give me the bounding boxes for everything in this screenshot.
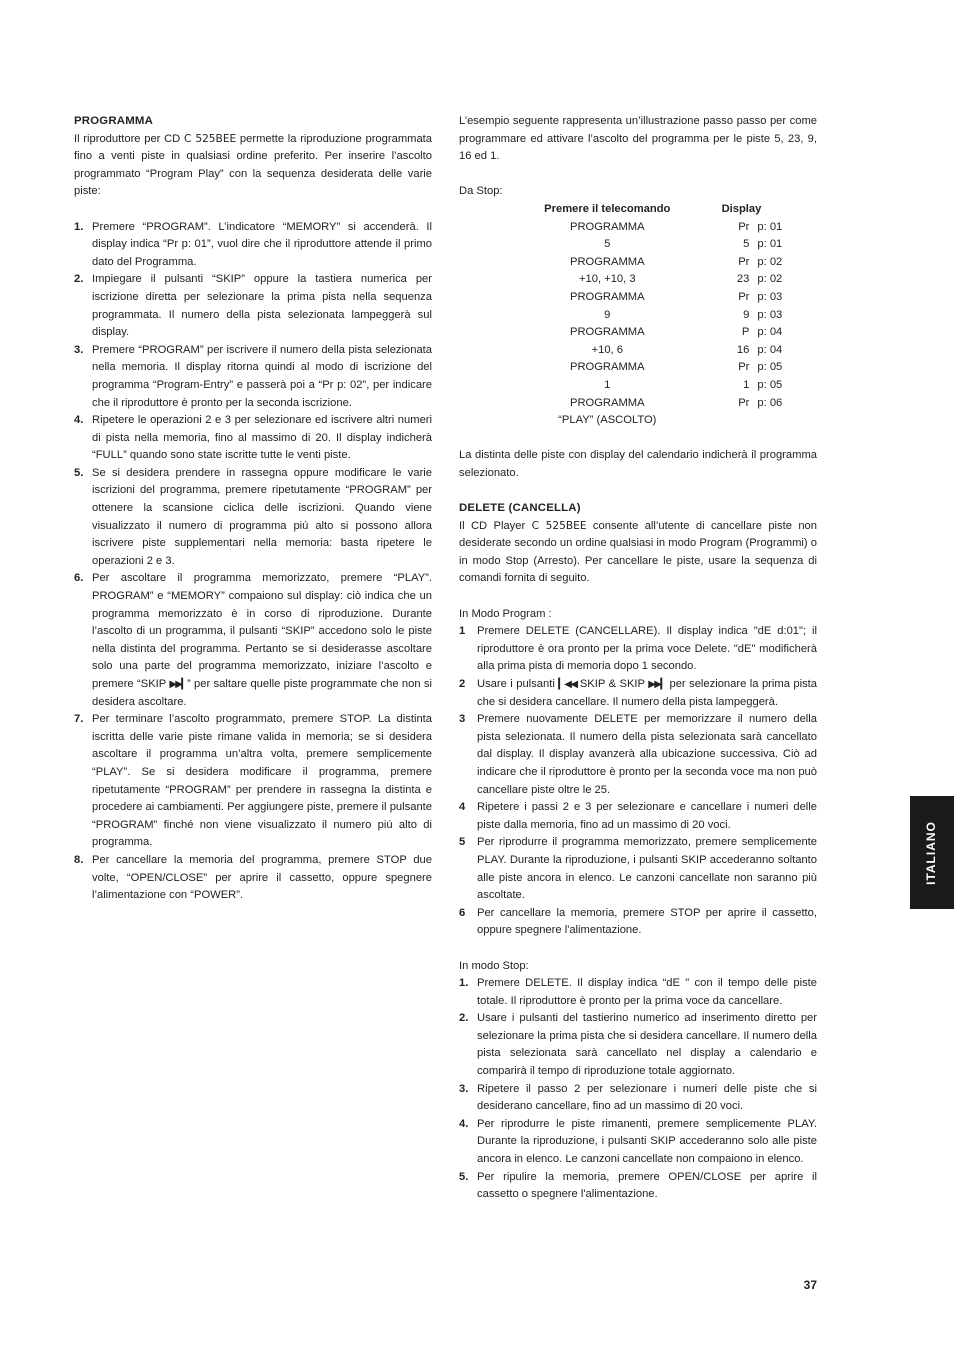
programma-heading: PROGRAMMA (74, 115, 153, 127)
display-column-header: Display (721, 202, 762, 215)
page-number: 37 (803, 1278, 817, 1292)
display-cell: 23 (736, 273, 750, 286)
program-mode-step-5 (459, 834, 817, 904)
intro-text-a: Il riproduttore per CD (74, 132, 184, 145)
display-position-cell: p: 03 (757, 308, 783, 321)
display-cell: Pr (738, 255, 750, 268)
table-row (499, 395, 817, 413)
stop-mode-step-1: 1. Premere DELETE. Il display indica “dE " con il tempo delle piste totale. Il riproduttore è pronto per la prima voce da cancellare. (459, 975, 817, 1010)
step-number: 2 (459, 1012, 466, 1025)
program-mode-step-6 (459, 905, 817, 940)
step-text: Usare i pulsanti del tastierino numerico ad inserimento diretto per selezionare la prima pista che si desidera cancellare. Il numero della pista selezionata sarà cancellato nel display a calendario e comparirà il tempo di riproduzione totale aggiornato. (477, 1012, 817, 1078)
table-row (499, 254, 817, 272)
table-row (499, 342, 817, 360)
programma-step-5: 5. Se si desidera prendere in rassegna oppure modificare le varie iscrizioni del programma, premere ripetutamente “PROGRAM” per ottenere la scansione ciclica delle iscrizioni. Quando viene visualizzato il numero di programma piú alto si possono allora iscrivere piste supplementari nella memoria: basta ripetere le operazioni 2 e 3. (74, 465, 432, 571)
table-row (499, 359, 817, 377)
table-row (499, 307, 817, 325)
step-text: Per cancellare la memoria, premere STOP per aprire il cassetto, oppure spegnere l'alimentazione. (477, 906, 817, 937)
programma-step-1: 1. Premere “PROGRAM”. L’indicatore “MEMORY” si accenderà. Il display indica “Pr p: 01”, vuol dire che il riproduttore attende il primo dato del Programma. (74, 219, 432, 272)
language-label: ITALIANO (924, 820, 939, 885)
programma-step-4: 4. Ripetere le operazioni 2 e 3 per selezionare ed iscrivere altri numeri di pista nella memoria, fino al massimo di 20. Il display indicherà “FULL” quando sono state iscritte tutte le venti piste. (74, 412, 432, 465)
programma-step-8: 8. Per cancellare la memoria del programma, premere STOP due volte, “OPEN/CLOSE” per aprire il cassetto, oppure spegnere l’alimentazione con “POWER”. (74, 852, 432, 905)
step-text: Usare i pulsanti ▎◀◀ SKIP & SKIP ▶▶▎ per selezionare la prima pista che si desidera cancellare. Il numero della pista lampeggerà. (477, 678, 818, 708)
programma-step-3: 3. Premere “PROGRAM” per iscrivere il numero della pista selezionata nella memoria. Il display ritorna quindi al modo di iscrizione del programma “Program-Entry” e passerà poi a “Pr p: 02”, per indicare che il riproduttore è pronto per la seconda iscrizione. (74, 342, 432, 412)
remote-cell: 9 (604, 308, 611, 321)
table-row (499, 377, 817, 395)
step-number: 3 (459, 713, 466, 726)
step-number: 7 (74, 713, 81, 726)
display-cell: Pr (738, 290, 750, 303)
example-intro: L’esempio seguente rappresenta un’illustrazione passo passo per come programmare ed attivare l’ascolto del programma per le piste 5, 23, 9, 16 ed 1. (459, 115, 817, 163)
step-text: Ripetere i passi 2 e 3 per selezionare e cancellare i numeri delle piste dalla memoria, fino ad un massimo di 20 voci. (477, 801, 817, 831)
remote-cell: +10, 6 (591, 343, 623, 356)
program-mode-step-4 (459, 799, 817, 834)
step-number: 2 (459, 678, 466, 690)
stop-mode-step-4: 4. Per riprodurre le piste rimanenti, premere semplicemente PLAY. Durante la riproduzione, i pulsanti SKIP accederanno solo alle piste ancora in elenco. Le canzoni cancellate non compaiono in elenco. (459, 1116, 817, 1169)
programma-intro (74, 131, 432, 201)
skip-forward-icon: ▶▶▎ (648, 679, 667, 690)
step-number: 6 (74, 572, 81, 585)
table-row (499, 219, 817, 237)
display-position-cell: p: 02 (757, 255, 783, 268)
remote-cell: PROGRAMMA (569, 290, 645, 303)
stop-mode-step-2: 2. Usare i pulsanti del tastierino numerico ad inserimento diretto per selezionare la prima pista che si desidera cancellare. Il numero della pista selezionata sarà cancellato nel display a calendario e comparirà il tempo di riproduzione totale aggiornato. (459, 1010, 817, 1080)
step-text: Premere “PROGRAM”. L’indicatore “MEMORY” si accenderà. Il display indica “Pr p: 01”, vuol dire che il riproduttore attende il primo dato del Programma. (92, 220, 432, 268)
remote-cell: PROGRAMMA (569, 255, 645, 268)
delete-intro: Il CD Player C 525BEE consente all’utente di cancellare piste non desiderate secondo un ordine qualsiasi in modo Program (Programmi) o in modo Stop (Arresto). Per cancellare le piste, usare la sequenza di comandi fornita di seguito. (459, 519, 817, 585)
step-number: 4 (459, 1117, 466, 1130)
programma-step-6: 6. Per ascoltare il programma memorizzato, premere “PLAY”. PROGRAM” e “MEMORY” compaiono sul display: ciò indica che un programma memorizzato è in corso di riproduzione. Durante l’ascolto di un programma, il pulsanti “SKIP” accedono solo le piste nella distinta del programma. Pertanto se si desiderasse ascoltare solo una parte del programma memorizzato, iniziare l’ascolto e premere “SKIP ▶▶▎” per saltare quelle piste programmate che non si desidera ascoltare. (74, 570, 432, 711)
step-text: Per terminare l’ascolto programmato, premere STOP. La distinta iscritta delle varie piste rimane valida in memoria; se si desidera ascoltare il programma un’altra volta, premere semplicemente “PLAY”. Se si desidera modificare il programma, premere ripetutamente “PROGRAM” per prendere in rassegna la distinta e procedere ai cambiamenti. Per aggiungere piste, premere il pulsante “PROGRAM” finché non viene visualizzato il numero piú alto di programma. (92, 713, 432, 849)
display-cell: 5 (743, 238, 750, 251)
step-number: 1 (459, 977, 466, 990)
remote-cell: 5 (604, 238, 611, 251)
program-mode-step-3 (459, 711, 817, 799)
step-number: 5 (74, 466, 81, 479)
step-text: Premere DELETE (CANCELLARE). Il display indica "dE d:01"; il riproduttore è ora pronto per la prima voce Delete. "dE" modificherà alla prima pista di memoria dopo 1 secondo. (477, 625, 817, 673)
display-cell: Pr (738, 361, 750, 374)
display-position-cell: p: 05 (757, 378, 783, 391)
display-position-cell: p: 06 (757, 396, 783, 409)
step-text: Ripetere il passo 2 per selezionare i numeri delle piste che si desiderano cancellare, fino ad un massimo di 20 voci. (477, 1082, 817, 1113)
step-number: 3 (459, 1082, 466, 1095)
display-position-cell: p: 05 (757, 361, 783, 374)
step-text: Impiegare il pulsanti “SKIP” oppure la tastiera numerica per iscrizione diretta per selezionare la prima pista nella sequenza programmata. Il numero della pista selezionata lampeggerà sul display. (92, 273, 432, 339)
table-row (499, 236, 817, 254)
programma-step-2: 2. Impiegare il pulsanti “SKIP” oppure la tastiera numerica per iscrizione diretta per selezionare la prima pista nella sequenza programmata. Il numero della pista selezionata lampeggerà sul display. (74, 271, 432, 341)
step-text: Premere “PROGRAM” per iscrivere il numero della pista selezionata nella memoria. Il display ritorna quindi al modo di iscrizione del programma “Program-Entry” e passerà poi a “Pr p: 02”, per indicare che il riproduttore è pronto per la seconda iscrizione. (92, 343, 432, 409)
step-text: Per cancellare la memoria del programma, premere STOP due volte, “OPEN/CLOSE” per aprire il cassetto, oppure spegnere l’alimentazione con “POWER”. (92, 853, 432, 902)
step-number: 4 (74, 414, 81, 427)
remote-cell: PROGRAMMA (569, 326, 645, 339)
after-table-text: La distinta delle piste con display del calendario indicherà il programma selezionato. (459, 449, 817, 479)
left-column (74, 113, 432, 905)
step-number: 6 (459, 906, 466, 919)
remote-cell: PROGRAMMA (569, 220, 645, 233)
stop-mode-label: In modo Stop: (459, 959, 529, 972)
remote-cell: 1 (604, 378, 611, 391)
display-position-cell (757, 412, 817, 430)
display-cell: 1 (743, 378, 750, 391)
display-position-cell: p: 02 (757, 273, 783, 286)
right-column (459, 113, 817, 1204)
table-row (499, 324, 817, 342)
table-row (499, 271, 817, 289)
display-position-cell: p: 01 (757, 220, 783, 233)
table-row (499, 412, 817, 430)
stop-mode-step-5: 5. Per ripulire la memoria, premere OPEN/CLOSE per aprire il cassetto o spegnere l'alimentazione. (459, 1169, 817, 1204)
step-number: 3 (74, 343, 81, 356)
step-text: Se si desidera prendere in rassegna oppure modificare le varie iscrizioni del programma, premere ripetutamente “PROGRAM” per ottenere la scansione ciclica delle iscrizioni. Quando viene visualizzato il numero di programma piú alto si possono allora iscrivere piste supplementari nella memoria: basta ripetere le operazioni 2 e 3. (92, 466, 432, 567)
display-cell (716, 412, 758, 430)
display-position-cell: p: 03 (757, 290, 783, 303)
table-header (499, 201, 817, 219)
remote-cell: PROGRAMMA (569, 361, 645, 374)
intro-text-b: permette la riproduzione programmata fino a venti piste in qualsiasi ordine preferito. Per inserire l’ascolto programmato “Program Play” con la sequenza desiderata delle varie piste: (74, 132, 433, 198)
display-cell: Pr (738, 220, 750, 233)
step-text: Premere DELETE. Il display indica “dE " con il tempo delle piste totale. Il riproduttore è pronto per la prima voce da cancellare. (477, 977, 817, 1007)
step-number: 2 (74, 273, 81, 286)
step-text: Per riprodurre le piste rimanenti, premere semplicemente PLAY. Durante la riproduzione, i pulsanti SKIP accederanno solo alle piste ancora in elenco. Le canzoni cancellate non compaiono in elenco. (477, 1117, 817, 1166)
display-cell: 16 (736, 343, 750, 356)
skip-back-icon: ▎◀◀ (558, 679, 577, 690)
remote-cell: PROGRAMMA (569, 396, 645, 409)
step-text: Per ascoltare il programma memorizzato, premere “PLAY”. PROGRAM” e “MEMORY” compaiono sul display: ciò indica che un programma memorizzato è in corso di riproduzione. Durante l’ascolto di un programma, il pulsanti “SKIP” accedono solo le piste nella distinta del programma. Pertanto se si desiderasse ascoltare solo una parte del programma memorizzato, iniziare l’ascolto e premere “SKIP ▶▶▎” per saltare quelle piste programmate che non si desidera ascoltare. (92, 572, 432, 708)
program-mode-label: In Modo Program : (459, 607, 552, 620)
step-number: 1 (459, 625, 466, 638)
program-mode-step-2 (459, 676, 817, 711)
delete-heading: DELETE (CANCELLA) (459, 502, 581, 515)
stop-mode-step-3: 3. Ripetere il passo 2 per selezionare i numeri delle piste che si desiderano cancellare, fino ad un massimo di 20 voci. (459, 1081, 817, 1116)
program-example-table (499, 201, 817, 430)
step-text: Per riprodurre il programma memorizzato, premere semplicemente PLAY. Durante la riproduzione, i pulsanti SKIP accederanno soltanto alle piste ancora in elenco. Le canzoni cancellate non saranno più ascoltate. (477, 836, 817, 902)
program-mode-step-1 (459, 623, 817, 676)
display-position-cell: p: 04 (757, 343, 783, 356)
step-number: 5 (459, 1170, 466, 1183)
display-position-cell: p: 01 (757, 238, 783, 251)
table-row (499, 289, 817, 307)
step-number: 5 (459, 836, 466, 849)
programma-step-7: 7. Per terminare l’ascolto programmato, premere STOP. La distinta iscritta delle varie piste rimane valida in memoria; se si desidera ascoltare il programma un’altra volta, premere semplicemente “PLAY”. Se si desidera modificare il programma, premere ripetutamente “PROGRAM” per prendere in rassegna la distinta e procedere ai cambiamenti. Per aggiungere piste, premere il pulsante “PROGRAM” finché non viene visualizzato il numero piú alto di programma. (74, 711, 432, 852)
step-number: 8 (74, 853, 81, 866)
step-text: Premere nuovamente DELETE per memorizzare il numero della pista selezionata. Il numero della pista selezionata sarà cancellato dal display. Il display avanzerà alla ubicazione successiva. Ciò ad indicare che il riproduttore è pronto per la seconda voce ma non può cancellare piste oltre le 25. (477, 713, 817, 796)
step-number: 4 (459, 801, 466, 814)
model-name: C 525BEE (183, 132, 237, 145)
step-text: Per ripulire la memoria, premere OPEN/CLOSE per aprire il cassetto o spegnere l'alimentazione. (477, 1170, 817, 1201)
skip-forward-icon: ▶▶▎ (169, 679, 187, 690)
remote-column-header: Premere il telecomando (544, 202, 671, 215)
display-cell: 9 (743, 308, 750, 321)
step-text: Ripetere le operazioni 2 e 3 per selezionare ed iscrivere altri numeri di pista nella memoria, fino al massimo di 20. Il display indicherà “FULL” quando sono state iscritte tutte le venti piste. (92, 414, 432, 462)
language-side-tab (910, 796, 954, 909)
display-cell: Pr (738, 396, 750, 409)
da-stop-label: Da Stop: (459, 185, 503, 198)
step-number: 1 (74, 220, 81, 233)
display-position-cell: p: 04 (757, 326, 783, 339)
remote-cell: “PLAY” (ASCOLTO) (558, 414, 657, 427)
model-name: C 525BEE (531, 519, 587, 532)
display-cell: P (741, 326, 750, 339)
remote-cell: +10, +10, 3 (578, 273, 636, 286)
